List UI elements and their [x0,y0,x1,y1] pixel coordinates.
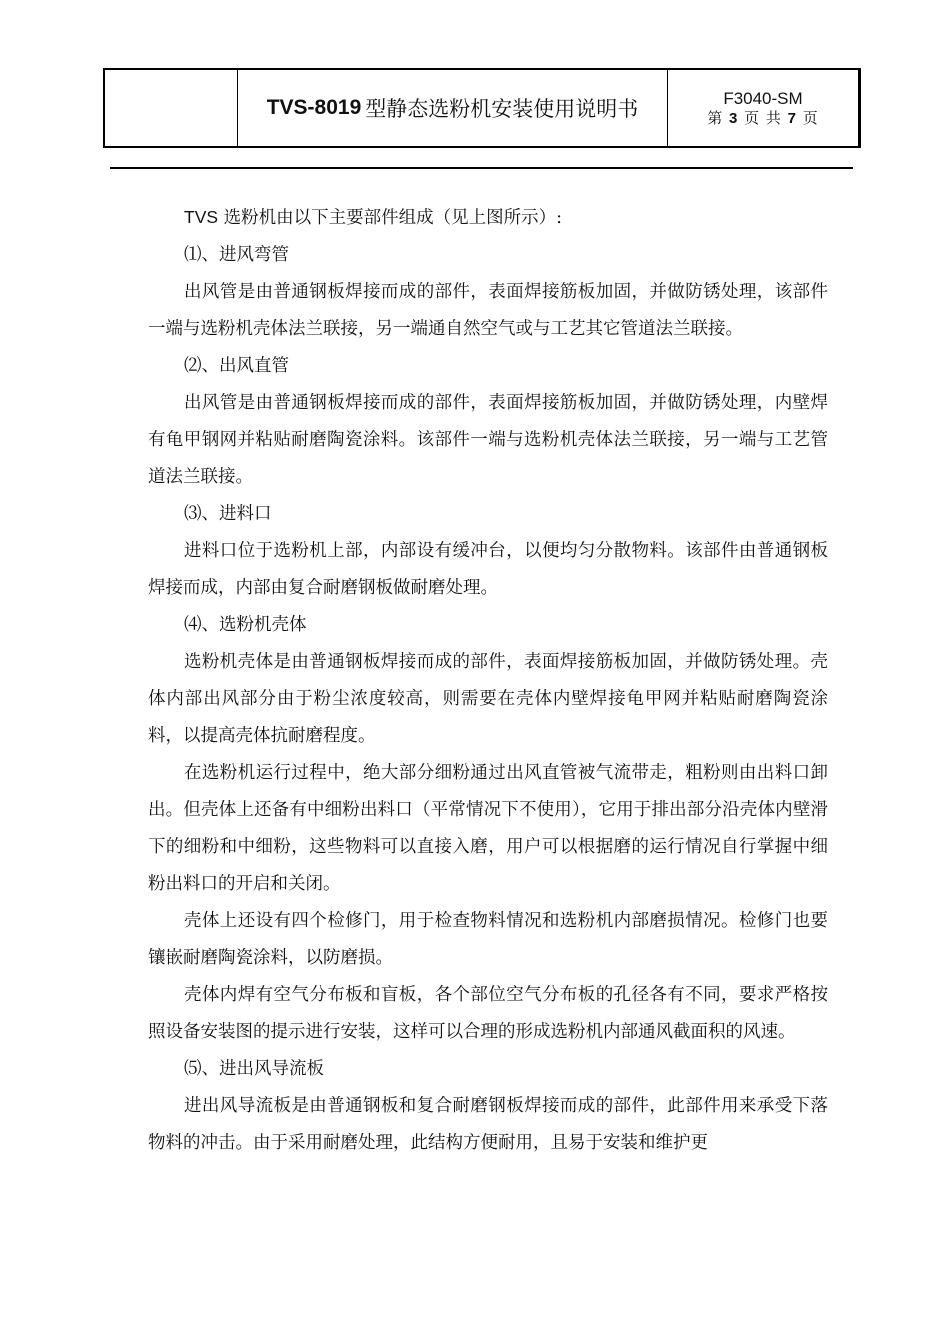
section-paragraph: 出风管是由普通钢板焊接而成的部件，表面焊接筋板加固，并做防锈处理，内壁焊有龟甲钢网并粘贴耐磨陶瓷涂料。该部件一端与选粉机壳体法兰联接，另一端与工艺管道法兰联接。 [148,393,828,487]
document-title [238,70,668,146]
title-text: 型静态选粉机安装使用说明书 [365,97,639,121]
document-body [148,199,828,1162]
page-mid: 页 共 [744,108,782,127]
section-heading: ⑴、进风弯管 [184,245,289,265]
section-heading: ⑵、出风直管 [184,356,289,376]
page-total: 7 [787,109,798,127]
section-paragraph: 壳体上还设有四个检修门，用于检查物料情况和选粉机内部磨损情况。检修门也要镶嵌耐磨陶瓷涂料，以防磨损。 [148,911,828,968]
section-paragraph: 在选粉机运行过程中，绝大部分细粉通过出风直管被气流带走，粗粉则由出料口卸出。但壳体上还备有中细粉出料口（平常情况下不使用），它用于排出部分沿壳体内壁滑下的细粉和中细粉，这些物料可以直接入磨，用户可以根据磨的运行情况自行掌握中细粉出料口的开启和关闭。 [148,763,828,894]
section-paragraph: 进料口位于选粉机上部，内部设有缓冲台，以便均匀分散物料。该部件由普通钢板焊接而成，内部由复合耐磨钢板做耐磨处理。 [148,541,828,598]
section-list [148,237,828,1162]
logo-cell [105,70,238,146]
section-heading: ⑶、进料口 [184,504,272,524]
page-prefix: 第 [707,108,724,127]
section-paragraph: 出风管是由普通钢板焊接而成的部件，表面焊接筋板加固，并做防锈处理，该部件一端与选粉机壳体法兰联接，另一端通自然空气或与工艺其它管道法兰联接。 [148,282,828,339]
header-divider [110,167,853,169]
intro-paragraph [148,199,828,237]
intro-text: 选粉机由以下主要部件组成（见上图所示）: [218,208,563,228]
doc-number: F3040-SM [723,88,803,108]
page-current: 3 [728,109,739,127]
section-paragraph: 选粉机壳体是由普通钢板焊接而成的部件，表面焊接筋板加固，并做防锈处理。壳体内部出风部分由于粉尘浓度较高，则需要在壳体内壁焊接龟甲网并粘贴耐磨陶瓷涂料，以提高壳体抗耐磨程度。 [148,652,828,746]
doc-info-cell [668,70,858,146]
section-paragraph: 进出风导流板是由普通钢板和复合耐磨钢板焊接而成的部件，此部件用来承受下落物料的冲击。由于采用耐磨处理，此结构方便耐用，且易于安装和维护更 [148,1096,828,1153]
section-heading: ⑷、选粉机壳体 [184,615,307,635]
section-paragraph: 壳体内焊有空气分布板和盲板，各个部位空气分布板的孔径各有不同，要求严格按照设备安装图的提示进行安装，这样可以合理的形成选粉机内部通风截面积的风速。 [148,985,828,1042]
page-suffix: 页 [802,108,819,127]
intro-code: TVS [184,207,219,227]
model-code: TVS-8019 [266,96,362,119]
page-indicator [707,109,819,129]
document-header [103,68,861,148]
section-heading: ⑸、进出风导流板 [184,1059,324,1079]
